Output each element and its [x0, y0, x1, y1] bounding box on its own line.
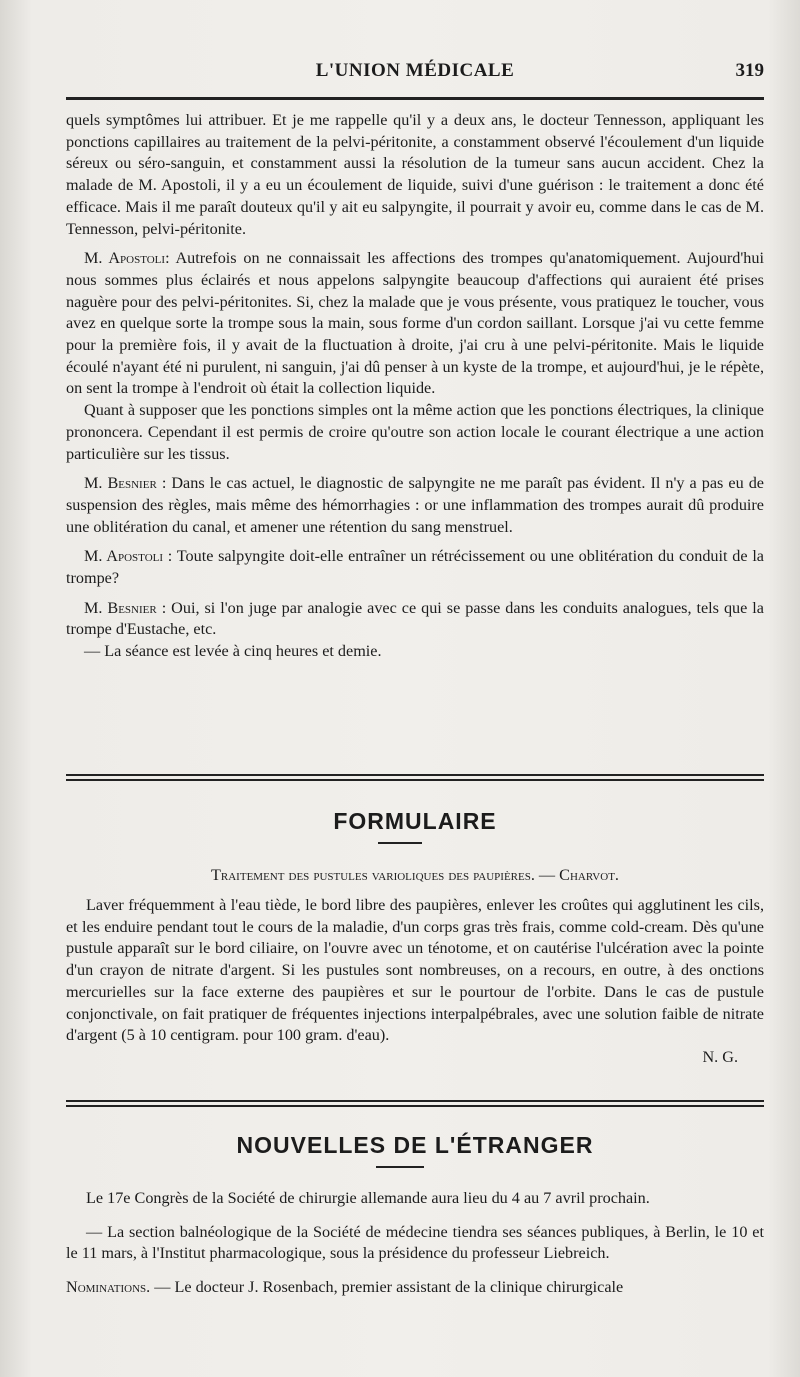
- section-double-rule-top: [66, 1100, 764, 1102]
- news-item: — La section balnéologique de la Société de médecine tiendra ses séances publiques, à Berlin, le 10 et le 11 mars, à l'Institut pharmacologique, sous la présidence du professeur Liebreich.: [66, 1222, 764, 1263]
- speaker-name: M. Besnier: [84, 598, 157, 617]
- section-double-rule-top: [66, 774, 764, 776]
- news-item: [66, 1277, 764, 1299]
- discussion-paragraph: [66, 598, 764, 641]
- journal-title: L'UNION MÉDICALE: [315, 60, 515, 81]
- running-header: [66, 58, 764, 88]
- session-closing: — La séance est levée à cinq heures et demie.: [84, 642, 382, 661]
- nouvelles-section: [66, 1188, 764, 1299]
- formulaire-signature: N. G.: [702, 1047, 738, 1066]
- page-number: 319: [735, 60, 764, 81]
- nouvelles-title: NOUVELLES DE L'ÉTRANGER: [236, 1132, 594, 1158]
- news-label: Nominations.: [66, 1278, 151, 1297]
- speaker-text: : Toute salpyngite doit-elle entraîner un rétrécissement ou une oblitération du conduit de la trompe?: [66, 547, 764, 588]
- formulaire-title: FORMULAIRE: [333, 808, 497, 834]
- nouvelles-title-rule: [376, 1166, 424, 1168]
- speaker-name: M. Apostoli: [84, 547, 164, 566]
- news-text: — Le docteur J. Rosenbach, premier assistant de la clinique chirurgicale: [150, 1278, 624, 1297]
- speaker-text: : Oui, si l'on juge par analogie avec ce qui se passe dans les conduits analogues, tels que la trompe d'Eustache, etc.: [66, 598, 764, 639]
- section-double-rule-bottom: [66, 1105, 764, 1107]
- discussion-paragraph: [66, 248, 764, 400]
- discussion-paragraph: [66, 546, 764, 589]
- formulaire-subtitle: Traitement des pustules varioliques des paupières. — Charvot.: [211, 866, 619, 884]
- discussion-paragraph: Quant à supposer que les ponctions simples ont la même action que les ponctions électriques, la clinique prononcera. Cependant il est permis de croire qu'outre son action locale le courant électrique a une action particulière sur les tissus.: [66, 401, 764, 463]
- discussion-paragraph: quels symptômes lui attribuer. Et je me rappelle qu'il y a deux ans, le docteur Tennesson, appliquant les ponctions capillaires au traitement de la pelvi-péritonite, a constamment observé l'écoulement d'un liquide séreux ou séro-sanguin, et constamment aussi la résolution de la tumeur sans aucun accident. Chez la malade de M. Apostoli, il y a eu un écoulement de liquide, suivi d'une guérison : le traitement a donc été efficace. Mais il me paraît douteux qu'il y ait eu salpyngite, il pourrait y avoir eu, comme dans le cas de M. Tennesson, pelvi-péritonite.: [66, 111, 764, 238]
- formulaire-body: Laver fréquemment à l'eau tiède, le bord libre des paupières, enlever les croûtes qui agglutinent les cils, et les enduire pendant tout le cours de la maladie, d'un corps gras très frais, comme cold-cream. Dès qu'une pustule apparaît sur le bord ciliaire, on l'ouvre avec un ténotome, et on cautérise l'ulcération avec la pointe d'un crayon de nitrate d'argent. Si les pustules sont nombreuses, on a recours, en outre, à des onctions mercurielles sur la face externe des paupières et sur le pourtour de l'orbite. Dans le cas de pustule conjonctivale, on fait pratiquer de fréquentes injections interpalpébrales, avec une solution faible de nitrate d'argent (5 à 10 centigram. pour 100 gram. d'eau).: [66, 896, 764, 1045]
- speaker-name: M. Apostoli: [84, 249, 166, 268]
- header-rule: [66, 97, 764, 100]
- discussion-paragraph: [66, 473, 764, 538]
- section-double-rule-bottom: [66, 779, 764, 781]
- news-item: Le 17e Congrès de la Société de chirurgie allemande aura lieu du 4 au 7 avril prochain.: [86, 1189, 650, 1207]
- formulaire-title-rule: [378, 842, 422, 844]
- speaker-text: : Autrefois on ne connaissait les affections des trompes qu'anatomiquement. Aujourd'hui nous sommes plus éclairés et nous appelons salpyngite beaucoup d'affections qui auraient été prises naguère pour des pelvi-péritonites. Si, chez la malade que je vous présente, vous pratiquez le toucher, vous avez en quelque sorte la trompe sous la main, sous forme d'un cordon saillant. Lorsque j'ai vu cette femme pour la première fois, il y avait de la fluctuation à droite, j'ai cru à une pelvi-péritonite. Mais le liquide écoulé n'ayant été ni purulent, ni sanguin, j'ai dû penser à un kyste de la trompe, et aujourd'hui, je le répète, on sent la trompe à l'endroit où était la collection liquide.: [66, 249, 764, 398]
- speaker-text: : Dans le cas actuel, le diagnostic de salpyngite ne me paraît pas évident. Il n'y a pas eu de suspension des règles, mais même des hémorrhagies : or une inflammation des trompes aurait dû produire une oblitération du canal, et amener une rétention du sang menstruel.: [66, 474, 764, 536]
- formulaire-section: [66, 866, 764, 1069]
- discussion-section: [66, 110, 764, 663]
- speaker-name: M. Besnier: [84, 474, 157, 493]
